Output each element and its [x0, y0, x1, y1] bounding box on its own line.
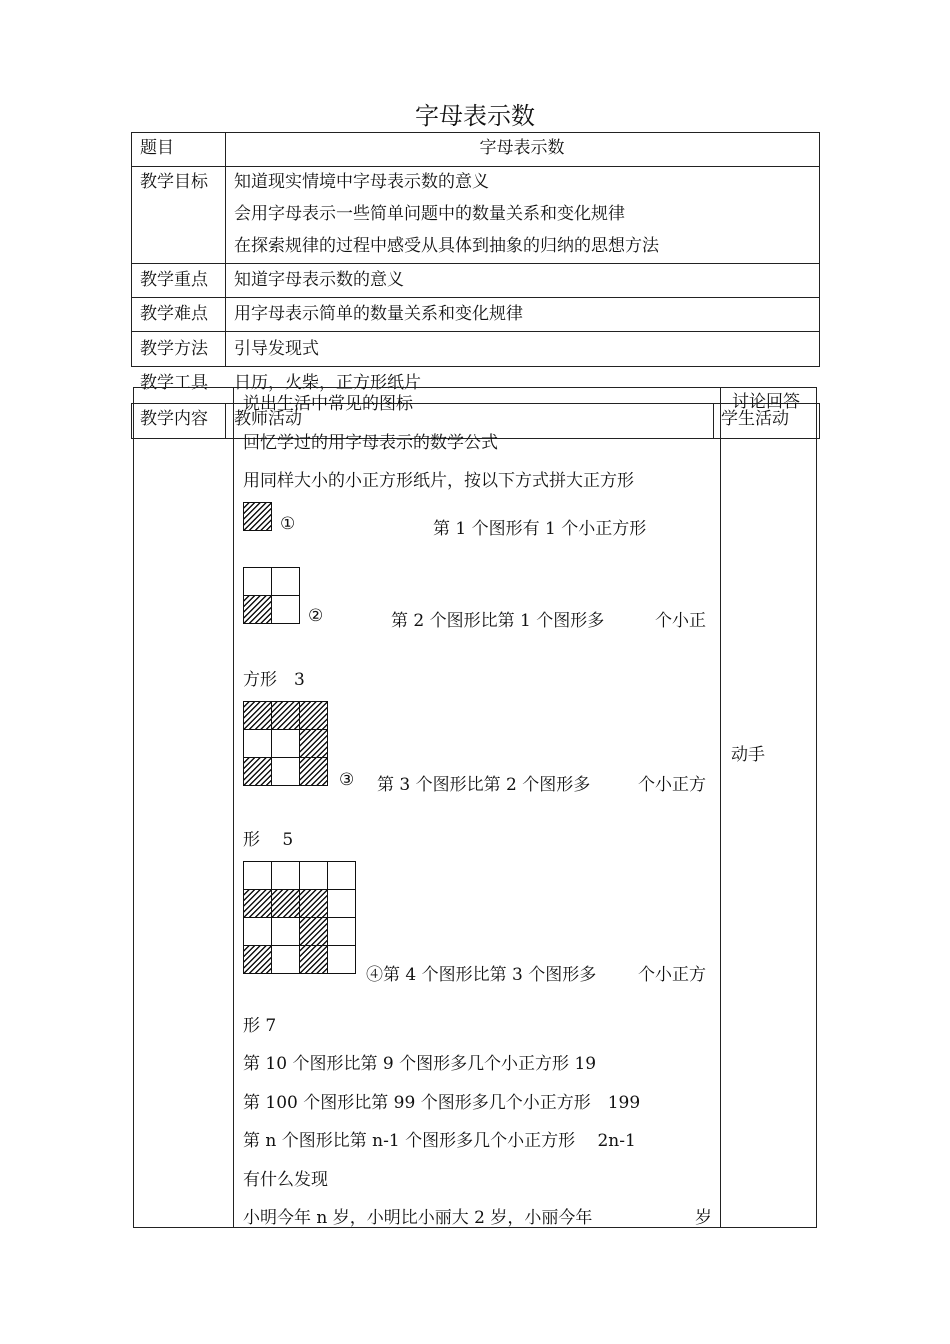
blank-square [271, 595, 300, 624]
figure-3-answer: 形 5 [243, 830, 294, 850]
hatched-square [243, 595, 272, 624]
label-method: 教学方法 [140, 339, 208, 359]
goal-2: 会用字母表示一些简单问题中的数量关系和变化规律 [234, 204, 625, 224]
blank-square [271, 917, 300, 946]
blank-square [271, 757, 300, 786]
goal-3: 在探索规律的过程中感受从具体到抽象的归纳的思想方法 [234, 236, 659, 256]
hatched-square [243, 945, 272, 974]
blank-square [327, 861, 356, 890]
topic-value: 字母表示数 [479, 138, 565, 158]
col-header-teacher: 教师活动 [234, 409, 302, 429]
figure-2-grid [243, 567, 299, 623]
age-question: 小明今年 n 岁，小明比小丽大 2 岁，小丽今年 [243, 1208, 593, 1228]
tools: 日历，火柴，正方形纸片 [234, 373, 421, 393]
student-activity: 动手 [731, 745, 765, 765]
hatched-square [299, 729, 328, 758]
figure-1-grid [243, 502, 271, 530]
blank-square [243, 917, 272, 946]
question-10: 第 10 个图形比第 9 个图形多几个小正方形 19 [243, 1054, 597, 1074]
hatched-square [243, 889, 272, 918]
method: 引导发现式 [234, 339, 319, 359]
label-topic: 题目 [140, 138, 174, 158]
label-difficulty: 教学难点 [140, 304, 208, 324]
figure-4-answer: 形 7 [243, 1016, 277, 1036]
col-header-content: 教学内容 [140, 409, 208, 429]
figure-2-tail: 个小正 [655, 611, 706, 631]
col-header-student: 学生活动 [721, 409, 789, 429]
blank-square [243, 729, 272, 758]
figure-3-grid [243, 701, 327, 785]
hatched-square [299, 917, 328, 946]
hatched-square [299, 889, 328, 918]
figure-4-grid [243, 861, 355, 973]
hatched-square [243, 757, 272, 786]
figure-3-text: 第 3 个图形比第 2 个图形多 [377, 775, 591, 795]
figure-2-mark: ② [308, 606, 324, 626]
blank-square [271, 567, 300, 596]
teacher-line-1: 回忆学过的用字母表示的数学公式 [243, 433, 498, 453]
figure-4-text: ④第 4 个图形比第 3 个图形多 [366, 965, 597, 985]
key-point: 知道字母表示数的意义 [234, 270, 404, 290]
blank-square [327, 889, 356, 918]
blank-square [271, 729, 300, 758]
teacher-top-text: 说出生活中常见的图标 [243, 394, 413, 414]
blank-square [243, 861, 272, 890]
label-key-point: 教学重点 [140, 270, 208, 290]
blank-square [327, 917, 356, 946]
blank-square [299, 861, 328, 890]
hatched-square [271, 889, 300, 918]
figure-3-tail: 个小正方 [638, 775, 706, 795]
goal-1: 知道现实情境中字母表示数的意义 [234, 172, 489, 192]
blank-square [243, 567, 272, 596]
hatched-square [243, 701, 272, 730]
figure-2-text: 第 2 个图形比第 1 个图形多 [391, 611, 605, 631]
discovery-prompt: 有什么发现 [243, 1170, 328, 1190]
hatched-square [299, 701, 328, 730]
figure-1-text: 第 1 个图形有 1 个小正方形 [433, 519, 647, 539]
blank-square [271, 861, 300, 890]
figure-1-mark: ① [280, 514, 296, 534]
question-100: 第 100 个图形比第 99 个图形多几个小正方形 199 [243, 1093, 641, 1113]
figure-3-mark: ③ [339, 770, 355, 790]
label-tools: 教学工具 [140, 373, 208, 393]
blank-square [271, 945, 300, 974]
label-goals: 教学目标 [140, 172, 208, 192]
figure-2-answer: 方形 3 [243, 670, 305, 690]
page-title: 字母表示数 [415, 102, 535, 130]
hatched-square [299, 945, 328, 974]
hatched-square [271, 701, 300, 730]
blank-square [327, 945, 356, 974]
age-unit: 岁 [695, 1208, 712, 1228]
question-n: 第 n 个图形比第 n-1 个图形多几个小正方形 2n-1 [243, 1131, 636, 1151]
figure-4-tail: 个小正方 [638, 965, 706, 985]
teacher-line-2: 用同样大小的小正方形纸片，按以下方式拼大正方形 [243, 471, 634, 491]
student-top-text: 讨论回答 [732, 392, 800, 412]
hatched-square [299, 757, 328, 786]
difficulty: 用字母表示简单的数量关系和变化规律 [234, 304, 523, 324]
hatched-square [243, 502, 272, 531]
